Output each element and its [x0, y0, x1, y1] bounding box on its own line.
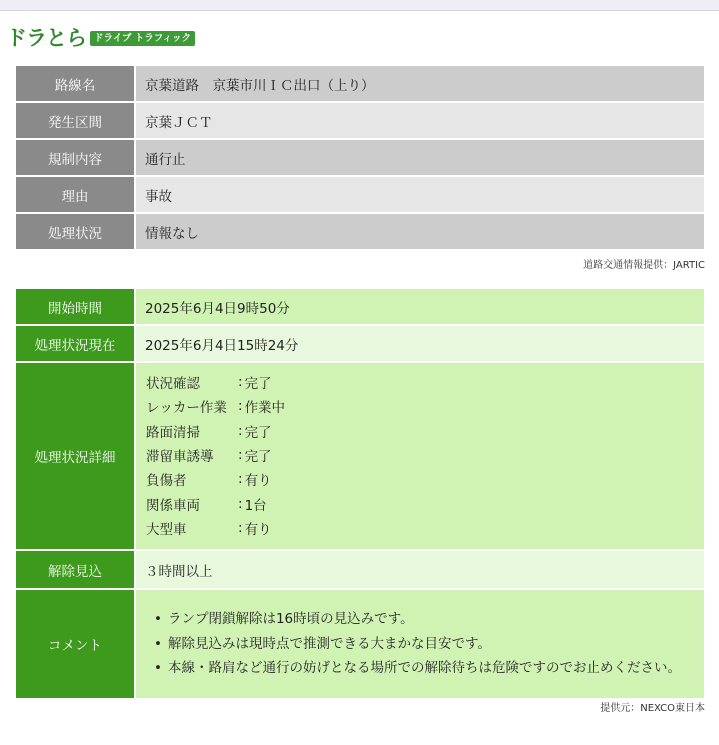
- detail-colon: :: [238, 422, 243, 439]
- comment-label: コメント: [16, 590, 136, 698]
- detail-value: 有り: [244, 473, 272, 490]
- detail-key: 関係車両: [146, 497, 200, 514]
- nexco-credit: 提供元：NEXCO東日本: [600, 703, 705, 714]
- row-restriction: [16, 140, 704, 175]
- status-details-value: [136, 363, 704, 549]
- detail-value: 完了: [244, 449, 272, 466]
- current-status-label: 処理状況現在: [16, 326, 136, 361]
- detail-key: 滞留車誘導: [146, 449, 214, 466]
- reason-label: 理由: [16, 177, 136, 212]
- detail-colon: :: [238, 471, 243, 488]
- detail-value: 完了: [244, 376, 272, 393]
- comment-item: • 解除見込みは現時点で推測できる大まかな目安です。: [154, 632, 704, 657]
- clear-estimate-value: ３時間以上: [136, 551, 704, 588]
- detail-value: 1台: [244, 497, 267, 514]
- detail-colon: :: [238, 447, 243, 464]
- detail-value: 作業中: [244, 400, 286, 417]
- detail-value: 有り: [244, 521, 272, 538]
- current-status-value: 2025年6月4日15時24分: [136, 326, 704, 361]
- detail-row: [146, 419, 704, 443]
- detail-colon: :: [238, 495, 243, 512]
- detail-row: [146, 467, 704, 491]
- detail-key: 状況確認: [146, 376, 200, 393]
- row-section: [16, 103, 704, 138]
- comment-list: [145, 607, 704, 681]
- jartic-credit: 道路交通情報提供：JARTIC: [583, 260, 705, 271]
- detail-row: [146, 370, 704, 394]
- route-value: 京葉道路 京葉市川ＩＣ出口（上り）: [136, 66, 704, 101]
- start-time-label: 開始時間: [16, 289, 136, 324]
- detail-key: 負傷者: [146, 473, 187, 490]
- section-value: 京葉ＪＣＴ: [136, 103, 704, 138]
- start-time-value: 2025年6月4日9時50分: [136, 289, 704, 324]
- detail-row: [146, 394, 704, 418]
- browser-top-bar: [0, 0, 719, 11]
- row-start-time: [16, 289, 704, 324]
- row-reason: [16, 177, 704, 212]
- restriction-label: 規制内容: [16, 140, 136, 175]
- row-comment: [16, 590, 704, 698]
- status-details-label: 処理状況詳細: [16, 363, 136, 549]
- processing-value: 情報なし: [136, 214, 704, 249]
- processing-label: 処理状況: [16, 214, 136, 249]
- status-table: [16, 287, 704, 700]
- section-label: 発生区間: [16, 103, 136, 138]
- reason-value: 事故: [136, 177, 704, 212]
- restriction-value: 通行止: [136, 140, 704, 175]
- row-route: [16, 66, 704, 101]
- logo-sub-text: ドライブ トラフィック: [90, 31, 195, 46]
- row-processing: [16, 214, 704, 249]
- comment-item: • 本線・路肩など通行の妨げとなる場所での解除待ちは危険ですのでお止めください。: [154, 656, 704, 681]
- comment-item: • ランプ閉鎖解除は16時頃の見込みです。: [154, 607, 704, 632]
- detail-colon: :: [238, 398, 243, 415]
- detail-colon: :: [238, 374, 243, 391]
- route-label: 路線名: [16, 66, 136, 101]
- row-clear-estimate: [16, 551, 704, 588]
- logo-main-text: ドラとら: [6, 26, 86, 50]
- detail-key: 路面清掃: [146, 424, 200, 441]
- status-details-list: [145, 363, 704, 549]
- detail-row: [146, 491, 704, 515]
- row-current-status: [16, 326, 704, 361]
- detail-row: [146, 516, 704, 540]
- incident-info-table: [16, 64, 704, 251]
- detail-colon: :: [238, 519, 243, 536]
- row-status-details: [16, 363, 704, 549]
- site-logo[interactable]: [6, 26, 195, 50]
- detail-value: 完了: [244, 424, 272, 441]
- comment-value: [136, 590, 704, 698]
- detail-key: 大型車: [146, 521, 187, 538]
- clear-estimate-label: 解除見込: [16, 551, 136, 588]
- detail-key: レッカー作業: [146, 400, 227, 417]
- detail-row: [146, 443, 704, 467]
